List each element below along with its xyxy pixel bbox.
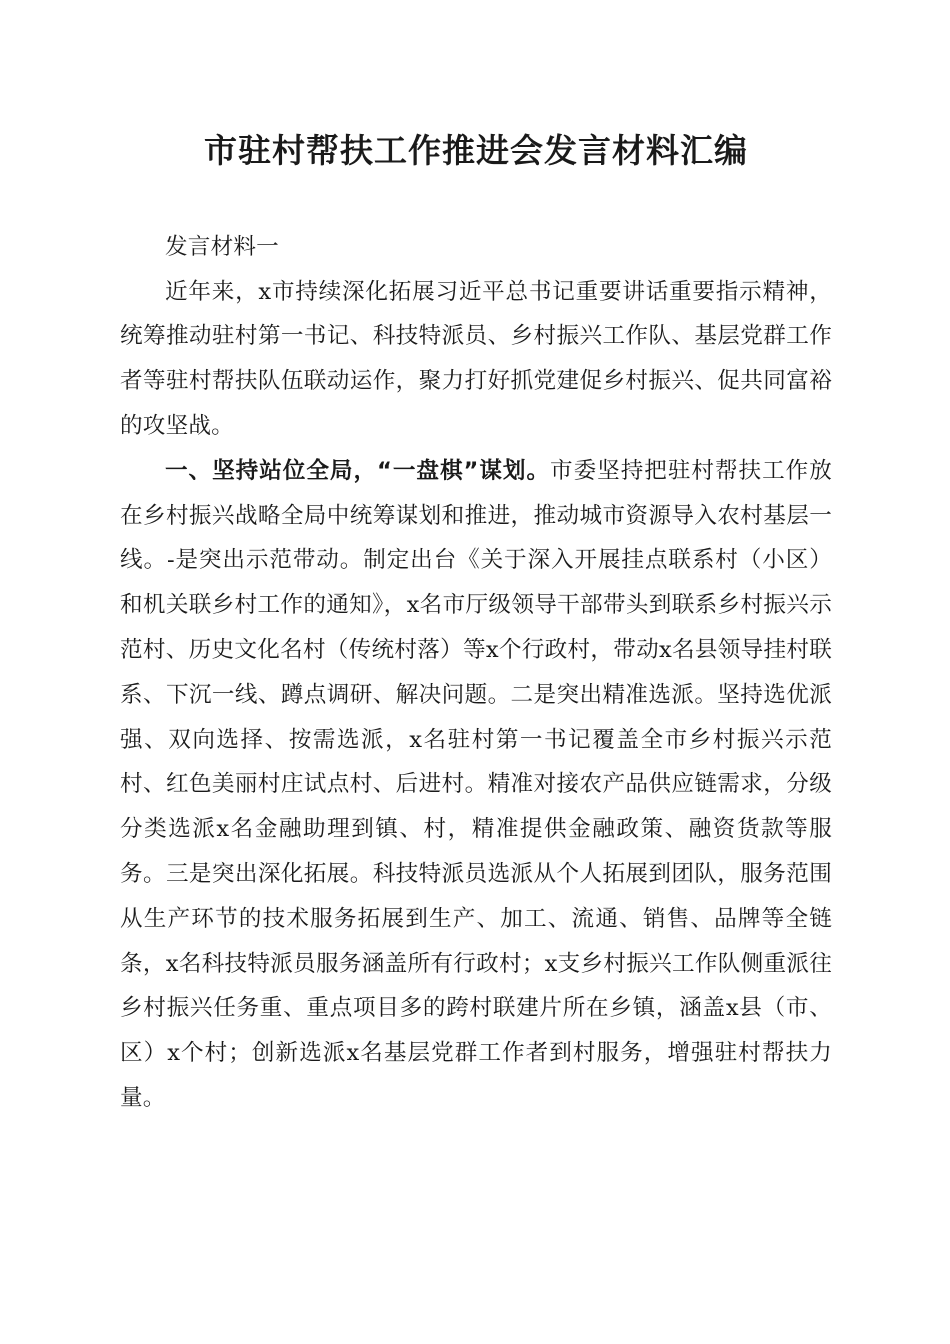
intro-paragraph: 近年来，x市持续深化拓展习近平总书记重要讲话重要指示精神，统筹推动驻村第一书记、科技特派员、乡村振兴工作队、基层党群工作者等驻村帮扶队伍联动运作，聚力打好抓党建促乡村振兴、促共同富裕的攻坚战。 [120,278,832,440]
document-subtitle: 发言材料一 [165,233,279,260]
document-title: 市驻村帮扶工作推进会发言材料汇编 [204,131,748,170]
section-1-heading: 一、坚持站位全局，“一盘棋”谋划。 [165,457,551,484]
section-1-body: 市委坚持把驻村帮扶工作放在乡村振兴战略全局中统筹谋划和推进，推动城市资源导入农村基层一线。-是突出示范带动。制定出台《关于深入开展挂点联系村（小区）和机关联乡村工作的通知》，x名市厅级领导干部带头到联系乡村振兴示范村、历史文化名村（传统村落）等x个行政村，带动x名县领导挂村联系、下沉一线、蹲点调研、解决问题。二是突出精准选派。坚持选优派强、双向选择、按需选派，x名驻村第一书记覆盖全市乡村振兴示范村、红色美丽村庄试点村、后进村。精准对接农产品供应链需求，分级分类选派x名金融助理到镇、村，精准提供金融政策、融资货款等服务。三是突出深化拓展。科技特派员选派从个人拓展到团队，服务范围从生产环节的技术服务拓展到生产、加工、流通、销售、品牌等全链条，x名科技特派员服务涵盖所有行政村；x支乡村振兴工作队侧重派往乡村振兴任务重、重点项目多的跨村联建片所在乡镇，涵盖x县（市、区）x个村；创新选派x名基层党群工作者到村服务，增强驻村帮扶力量。 [120,457,832,1112]
section-1-paragraph [120,449,832,1121]
document-page [120,130,832,1121]
